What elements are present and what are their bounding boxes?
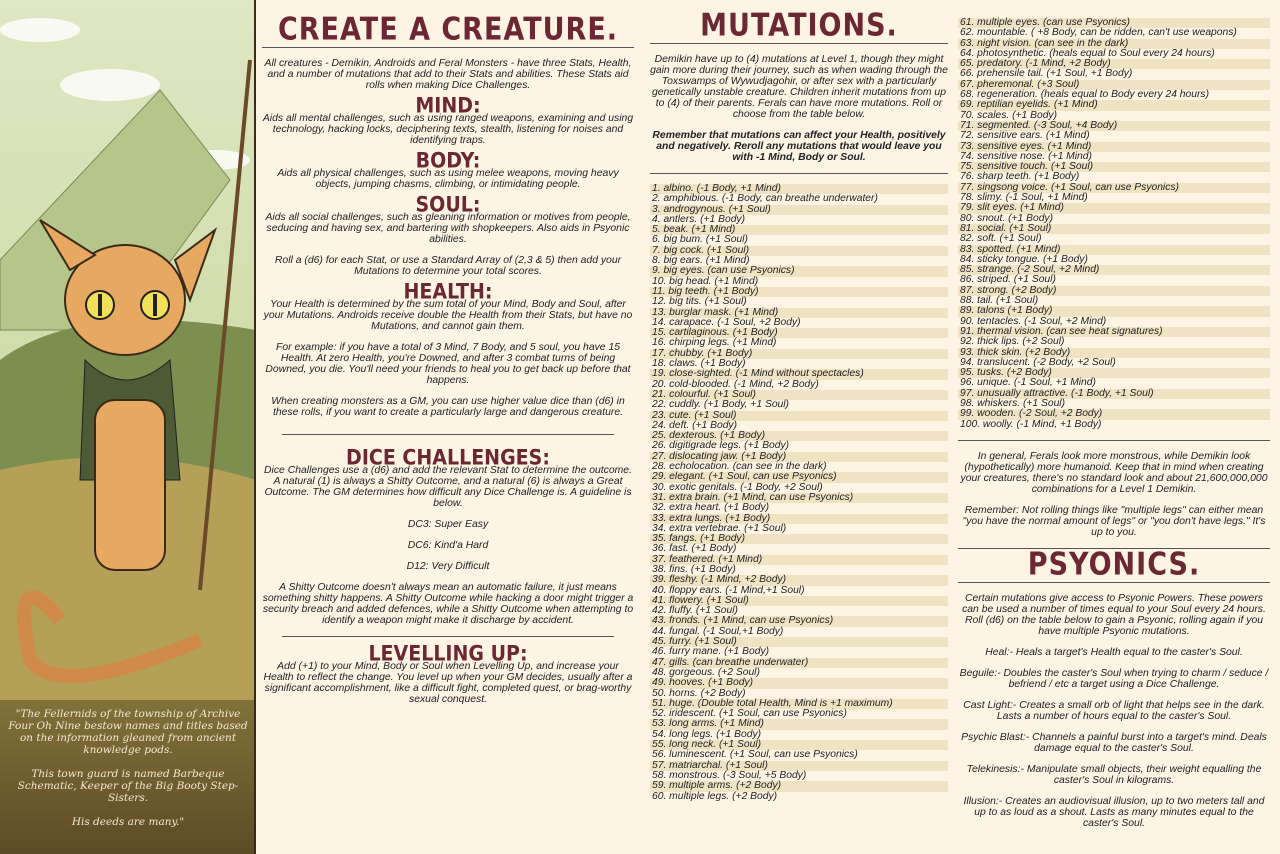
mutation-item: 10. big head. (+1 Mind) [652, 275, 759, 287]
health-example: For example: if you have a total of 3 Mind, 7 Body, and 5 soul, you have 15 Health. At zero Health, you're Downed, and after 3 combat turns of being Downed, you die. You'll need your friends to heal you to get back up before that happens. [265, 342, 631, 386]
caption-text: His deeds are many." [71, 816, 185, 828]
mutation-item: 23. cute. (+1 Soul) [650, 411, 948, 421]
mutation-item: 35. fangs. (+1 Body) [650, 534, 948, 544]
mutation-item: 74. sensitive nose. (+1 Mind) [960, 150, 1092, 162]
mutation-item: 45. furry. (+1 Soul) [650, 637, 948, 647]
mutation-item: 88. tail. (+1 Soul) [960, 295, 1039, 307]
mutation-item: 27. dislocating jaw. (+1 Body) [650, 452, 948, 462]
mutation-item: 67. pheremonal. (+3 Soul) [958, 80, 1270, 90]
divider [282, 434, 614, 435]
levelling-heading: LEVELLING UP: [368, 641, 528, 667]
shitty-outcome-text: A Shitty Outcome doesn't always mean an automatic failure, it just means something shitty happens. A Shitty Outcome while hacking a door might trigger a security breach and added defences, while a Shitty Outcome when attempting to identify a weapon might make it discharge by accident. [262, 582, 634, 626]
mutation-item: 63. night vision. (can see in the dark) [958, 39, 1270, 49]
mutation-item: 51. huge. (Double total Health, Mind is +1 maximum) [650, 699, 948, 709]
mutation-item: 56. luminescent. (+1 Soul, can use Psyonics) [652, 749, 858, 761]
mutation-item: 13. burglar mask. (+1 Mind) [650, 308, 948, 318]
mutation-item: 61. multiple eyes. (can use Psyonics) [958, 18, 1270, 28]
psyonic-power: Beguile:- Doubles the caster's Soul when trying to charm / seduce / befriend / etc a target using a Dice Challenge. [959, 667, 1269, 690]
mutation-item: 82. soft. (+1 Soul) [960, 233, 1042, 245]
psyonic-power: Heal:- Heals a target's Health equal to the caster's Soul. [985, 646, 1243, 658]
mutation-item: 21. colourful. (+1 Soul) [650, 390, 948, 400]
mutation-item: 72. sensitive ears. (+1 Mind) [960, 130, 1090, 142]
mutation-item: 94. translucent. (-2 Body, +2 Soul) [960, 356, 1116, 368]
mutation-item: 17. chubby. (+1 Body) [650, 349, 948, 359]
mutation-item: 32. extra heart. (+1 Body) [652, 502, 770, 514]
psyonic-power: Psychic Blast:- Channels a painful burst into a target's mind. Deals damage equal to the caster's Soul. [961, 731, 1267, 754]
mutation-item: 85. strange. (-2 Soul, +2 Mind) [958, 265, 1270, 275]
mutation-item: 100. woolly. (-1 Mind, +1 Body) [960, 418, 1102, 430]
mutation-item: 54. long legs. (+1 Body) [652, 728, 762, 740]
mutation-item: 33. extra lungs. (+1 Body) [650, 514, 948, 524]
mutation-item: 98. whiskers. (+1 Soul) [960, 397, 1066, 409]
mutation-item: 53. long arms. (+1 Mind) [650, 719, 948, 729]
psyonic-power: Cast Light:- Creates a small orb of light that helps see in the dark. Lasts a number of hours equal to the caster's Soul. [963, 699, 1265, 722]
psyonic-power: Illusion:- Creates an audiovisual illusion, up to two meters tall and up to as loud as a shout. Lasts as many minutes equal to the caster's Soul. [963, 795, 1265, 829]
mutation-item: 90. tentacles. (-1 Soul, +2 Mind) [960, 315, 1107, 327]
mutation-item: 62. mountable. ( +8 Body, can be ridden, can't use weapons) [960, 27, 1237, 39]
mutation-item: 71. segmented. (-3 Soul, +4 Body) [958, 121, 1270, 131]
divider [650, 173, 948, 174]
illustration-caption [8, 708, 248, 840]
mutation-item: 78. slimy. (-1 Soul, +1 Mind) [960, 192, 1088, 204]
mutation-item: 5. beak. (+1 Mind) [650, 225, 948, 235]
mutation-item: 2. amphibious. (-1 Body, can breathe underwater) [652, 193, 878, 205]
mutation-item: 15. cartilaginous. (+1 Body) [650, 328, 948, 338]
mutation-item: 47. gills. (can breathe underwater) [650, 658, 948, 668]
mutation-item: 76. sharp teeth. (+1 Body) [960, 171, 1080, 183]
mutation-item: 75. sensitive touch. (+1 Soul) [958, 162, 1270, 172]
mutation-list [650, 184, 948, 802]
mutation-item: 46. furry mane. (+1 Body) [652, 646, 770, 658]
divider [282, 636, 614, 637]
mutation-item: 65. predatory. (-1 Mind, +2 Body) [958, 59, 1270, 69]
soul-text: Aids all social challenges, such as gleaning information or motives from people, seducing and having sex, and bartering with shopkeepers. Also aids in Psyonic abilities. [265, 212, 631, 245]
mutation-item: 58. monstrous. (-3 Soul, +5 Body) [652, 769, 807, 781]
mutation-item: 86. striped. (+1 Soul) [960, 274, 1056, 286]
dc6-text: DC6: Kind'a Hard [407, 540, 489, 551]
soul-heading: SOUL: [415, 192, 481, 218]
psyonics-intro: Certain mutations give access to Psyonic Powers. These powers can be used a number of times equal to your Soul every 24 hours. Roll (d6) on the table below to gain a Psyonic, rolling again if you have multiple Psyonic mutations. [962, 592, 1266, 637]
ferals-note: In general, Ferals look more monstrous, while Demikin look (hypothetically) more humanoid. Keep that in mind when creating your creatures, there's no standard look and about 21,600,000,000 combinations for a Level 1 Demikin. [960, 450, 1268, 495]
mutation-item: 18. claws. (+1 Body) [652, 358, 746, 370]
mutation-item: 1. albino. (-1 Body, +1 Mind) [650, 184, 948, 194]
mutations-title: MUTATIONS. [700, 7, 898, 44]
dc12-text: D12: Very Difficult [406, 561, 490, 572]
mutation-item: 79. slit eyes. (+1 Mind) [958, 203, 1270, 213]
mutation-item: 25. dexterous. (+1 Body) [650, 431, 948, 441]
mutation-item: 93. thick skin. (+2 Body) [958, 348, 1270, 358]
health-gm-note: When creating monsters as a GM, you can use higher value dice than (d6) in these rolls, if you want to create a particularly large and dangerous creature. [271, 396, 625, 418]
mutation-item: 99. wooden. (-2 Soul, +2 Body) [958, 409, 1270, 419]
mutation-item: 70. scales. (+1 Body) [960, 109, 1058, 121]
mind-heading: MIND: [415, 93, 481, 119]
create-creature-column [262, 11, 634, 715]
mutation-item: 50. horns. (+2 Body) [652, 687, 746, 699]
page-title: CREATE A CREATURE. [277, 11, 619, 48]
mutation-item: 95. tusks. (+2 Body) [958, 368, 1270, 378]
mind-text: Aids all mental challenges, such as using ranged weapons, examining and using technology, hacking locks, deciphering texts, stealth, listening for noises and identifying traps. [262, 113, 634, 146]
health-text: Your Health is determined by the sum total of your Mind, Body and Soul, after your Mutations. Androids receive double the Health from their Stats, but have no Mutations, and cannot gain them. [263, 299, 633, 332]
mutation-item: 77. singsong voice. (+1 Soul, can use Psyonics) [958, 183, 1270, 193]
mutation-item: 83. spotted. (+1 Mind) [958, 245, 1270, 255]
mutation-item: 20. cold-blooded. (-1 Mind, +2 Body) [652, 378, 819, 390]
mutation-item: 48. gorgeous. (+2 Soul) [652, 666, 760, 678]
divider [958, 440, 1270, 441]
mutation-item: 8. big ears. (+1 Mind) [652, 255, 750, 267]
mutation-item: 16. chirping legs. (+1 Mind) [652, 337, 777, 349]
mutation-item: 69. reptilian eyelids. (+1 Mind) [958, 100, 1270, 110]
mutation-item: 14. carapace. (-1 Soul, +2 Body) [652, 316, 801, 328]
mutation-item: 44. fungal. (-1 Soul,+1 Body) [652, 625, 784, 637]
psyonics-column [958, 18, 1270, 839]
mutation-item: 97. unusually attractive. (-1 Body, +1 Soul) [958, 389, 1270, 399]
mutation-item: 36. fast. (+1 Body) [652, 543, 737, 555]
health-heading: HEALTH: [403, 279, 493, 305]
mutation-item: 7. big cock. (+1 Soul) [650, 246, 948, 256]
mutation-item: 38. fins. (+1 Body) [652, 563, 736, 575]
mutation-item: 30. exotic genitals. (-1 Body, +2 Soul) [652, 481, 823, 493]
levelling-text: Add (+1) to your Mind, Body or Soul when Levelling Up, and increase your Health to reflect the change. You level up when your GM decides, usually after a significant accomplishment, like a difficult fight, completed quest, or brag-worthy sexual conquest. [263, 661, 633, 705]
mutation-item: 29. elegant. (+1 Soul, can use Psyonics) [650, 472, 948, 482]
mutation-item: 64. photosynthetic. (heals equal to Soul every 24 hours) [960, 47, 1215, 59]
body-text: Aids all physical challenges, such as using melee weapons, moving heavy objects, jumping chasms, climbing, or intimidating people. [277, 168, 619, 190]
mutation-item: 49. hooves. (+1 Body) [650, 678, 948, 688]
mutation-item: 12. big tits. (+1 Soul) [652, 296, 747, 308]
caption-text: This town guard is named Barbeque Schematic, Keeper of the Big Booty Step-Sisters. [17, 768, 239, 804]
mutation-item: 66. prehensile tail. (+1 Soul, +1 Body) [960, 68, 1133, 80]
mutation-item: 73. sensitive eyes. (+1 Mind) [958, 142, 1270, 152]
psyonic-powers [958, 647, 1270, 829]
mutation-item: 22. cuddly. (+1 Body, +1 Soul) [652, 399, 789, 411]
dice-text: Dice Challenges use a (d6) and add the relevant Stat to determine the outcome. A natural (1) is always a Shitty Outcome, and a natural (6) is always a Great Outcome. The GM determines how difficult any Dice Challenge is. A guideline is below. [264, 465, 632, 509]
mutation-item: 37. feathered. (+1 Mind) [650, 555, 948, 565]
mutations-intro: Demikin have up to (4) mutations at Level 1, though they might gain more during their journey, such as when wading through the Toxswamps of Wywudjagohir, or after sex with a particularly genetically unstable creature. Children inherit mutations from up to (4) of their parents. Ferals can have more mutations. Roll or choose from the table below. [650, 54, 948, 120]
mutation-item: 55. long neck. (+1 Soul) [650, 740, 948, 750]
mutation-item: 96. unique. (-1 Soul, +1 Mind) [960, 377, 1096, 389]
mutation-item: 81. social. (+1 Soul) [958, 224, 1270, 234]
mutation-item: 26. digitigrade legs. (+1 Body) [652, 440, 790, 452]
creature-illustration [0, 0, 256, 854]
mutation-item: 92. thick lips. (+2 Soul) [960, 336, 1065, 348]
mutation-item: 41. flowery. (+1 Soul) [650, 596, 948, 606]
mutation-item: 40. floppy ears. (-1 Mind,+1 Soul) [652, 584, 805, 596]
psyonic-power: Telekinesis:- Manipulate small objects, their weight equalling the caster's Soul in kilograms. [966, 763, 1262, 786]
mutation-item: 4. antlers. (+1 Body) [652, 213, 746, 225]
dc3-text: DC3: Super Easy [407, 519, 489, 530]
mutation-item: 9. big eyes. (can use Psyonics) [650, 266, 948, 276]
mutation-item: 42. fluffy. (+1 Soul) [652, 605, 738, 617]
mutation-item: 60. multiple legs. (+2 Body) [652, 790, 778, 802]
mutations-warning: Remember that mutations can affect your Health, positively and negatively. Reroll any mutations that would leave you with -1 Mind, Body or Soul. [652, 130, 946, 163]
mutation-item: 91. thermal vision. (can see heat signatures) [958, 327, 1270, 337]
mutation-item: 28. echolocation. (can see in the dark) [652, 461, 827, 473]
mutation-item: 39. fleshy. (-1 Mind, +2 Body) [650, 575, 948, 585]
mutation-item: 24. deft. (+1 Body) [652, 419, 737, 431]
psyonics-title: PSYONICS. [1027, 546, 1201, 583]
dice-heading: DICE CHALLENGES: [346, 445, 550, 471]
mutation-item: 31. extra brain. (+1 Mind, can use Psyonics) [650, 493, 948, 503]
body-heading: BODY: [415, 148, 481, 174]
mutation-item: 19. close-sighted. (-1 Mind without spectacles) [650, 369, 948, 379]
intro-text: All creatures - Demikin, Androids and Feral Monsters - have three Stats, Health, and a number of mutations that add to their Stats and abilities. These Stats aid rolls when making Dice Challenges. [264, 58, 632, 91]
mutation-item: 11. big teeth. (+1 Body) [650, 287, 948, 297]
mutation-item: 84. sticky tongue. (+1 Body) [960, 253, 1088, 265]
mutation-item: 3. androgynous. (+1 Soul) [650, 205, 948, 215]
roll-text: Roll a (d6) for each Stat, or use a Standard Array of (2,3 & 5) then add your Mutations to determine your total scores. [274, 255, 622, 277]
mutation-item: 89. talons (+1 Body) [958, 306, 1270, 316]
mutation-item: 57. matriarchal. (+1 Soul) [650, 761, 948, 771]
mutation-item: 43. fronds. (+1 Mind, can use Psyonics) [650, 616, 948, 626]
mutation-item: 59. multiple arms. (+2 Body) [650, 781, 948, 791]
mutation-item: 80. snout. (+1 Body) [960, 212, 1054, 224]
mutation-list [958, 18, 1270, 430]
caption-text: "The Fellernids of the township of Archive Four Oh Nine bestow names and titles based on the information gleaned from ancient knowledge pods. [8, 708, 248, 756]
mutation-item: 34. extra vertebrae. (+1 Soul) [652, 522, 787, 534]
mutation-item: 68. regeneration. (heals equal to Body every 24 hours) [960, 89, 1209, 101]
mutations-column [650, 7, 948, 802]
mutation-item: 87. strong. (+2 Body) [958, 286, 1270, 296]
mutation-item: 52. iridescent. (+1 Soul, can use Psyonics) [652, 708, 847, 720]
mutation-item: 6. big bum. (+1 Soul) [652, 234, 748, 246]
remember-note: Remember: Not rolling things like "multiple legs" can either mean "you have the normal amount of legs" or "you don't have legs." It's up to you. [962, 504, 1266, 538]
